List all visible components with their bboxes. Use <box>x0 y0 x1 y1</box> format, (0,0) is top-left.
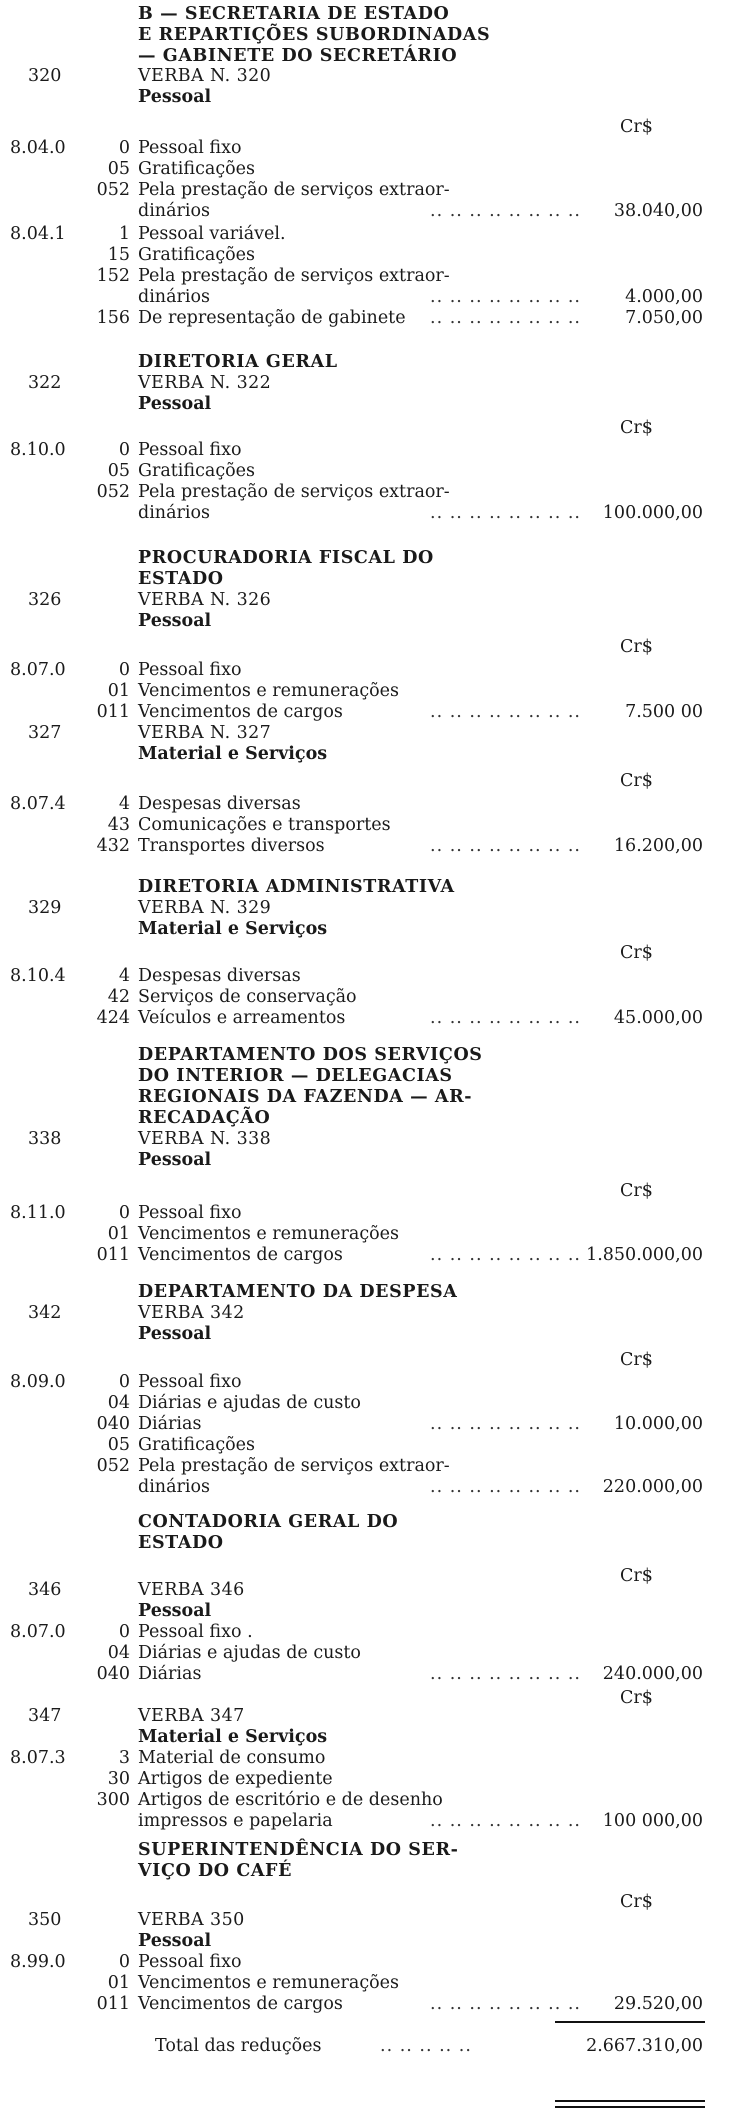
table-row <box>0 1245 735 1266</box>
amount-value: 220.000,00 <box>602 1477 703 1497</box>
item-description: Pessoal fixo <box>138 1952 242 1972</box>
table-row <box>0 266 735 287</box>
document-line <box>0 569 735 590</box>
document-line <box>0 611 735 632</box>
item-description: Artigos de escritório e de desenho <box>138 1790 443 1810</box>
section-heading: DEPARTAMENTO DA DESPESA <box>138 1282 458 1302</box>
item-number: 0 <box>118 1203 130 1223</box>
item-description: Veículos e arreamentos <box>138 1008 346 1028</box>
item-number: 0 <box>118 138 130 158</box>
verba-code: 322 <box>28 373 62 393</box>
amount-value: 240.000,00 <box>602 1664 703 1684</box>
item-description: Pessoal fixo . <box>138 1622 253 1642</box>
document-line <box>0 87 735 108</box>
document-line <box>0 590 735 611</box>
document-line <box>0 46 735 67</box>
item-number: 040 <box>96 1414 130 1434</box>
currency-label: Cr$ <box>620 637 653 657</box>
document-line <box>0 117 735 138</box>
item-number: 04 <box>107 1393 130 1413</box>
table-row <box>0 681 735 702</box>
document-line <box>0 1931 735 1952</box>
verba-kind: Material e Serviços <box>138 744 328 764</box>
section-heading: REGIONAIS DA FAZENDA — AR- <box>138 1087 473 1107</box>
document-line <box>0 877 735 898</box>
leader-dots: .. .. .. .. .. .. .. .. <box>430 1664 581 1684</box>
table-row <box>0 308 735 329</box>
item-description: Vencimentos de cargos <box>138 1245 343 1265</box>
account-code: 8.09.0 <box>10 1372 66 1392</box>
table-row <box>0 180 735 201</box>
item-description: Vencimentos e remunerações <box>138 681 399 701</box>
total-label: Total das reduções <box>155 2036 322 2056</box>
table-row <box>0 138 735 159</box>
item-number: 424 <box>96 1008 130 1028</box>
table-row <box>0 1456 735 1477</box>
document-line <box>0 943 735 964</box>
amount-value: 38.040,00 <box>613 201 703 221</box>
table-row <box>0 1008 735 1029</box>
document-line <box>0 1303 735 1324</box>
leader-dots: .. .. .. .. .. .. .. .. <box>430 503 581 523</box>
document-line <box>0 1601 735 1622</box>
item-number: 011 <box>96 1245 130 1265</box>
item-number: 01 <box>107 1973 130 1993</box>
amount-value: 4.000,00 <box>625 287 703 307</box>
table-row <box>0 815 735 836</box>
item-description: impressos e papelaria <box>138 1811 333 1831</box>
item-description: Comunicações e transportes <box>138 815 391 835</box>
document-line <box>0 418 735 439</box>
leader-dots: .. .. .. .. .. .. .. .. <box>430 308 581 328</box>
item-description: De representação de gabinete <box>138 308 406 328</box>
verba-code: 338 <box>28 1129 62 1149</box>
item-number: 1 <box>118 224 130 244</box>
table-row <box>0 1952 735 1973</box>
amount-value: 1.850.000,00 <box>586 1245 703 1265</box>
verba-code: 320 <box>28 66 62 86</box>
document-line <box>0 1129 735 1150</box>
item-number: 01 <box>107 1224 130 1244</box>
table-row <box>0 1748 735 1769</box>
leader-dots: .. .. .. .. .. .. .. .. <box>430 1414 581 1434</box>
item-description: Pessoal fixo <box>138 1203 242 1223</box>
document-line <box>0 1706 735 1727</box>
section-heading: PROCURADORIA FISCAL DO <box>138 548 434 568</box>
document-line <box>0 1282 735 1303</box>
amount-value: 29.520,00 <box>613 1994 703 2014</box>
section-heading: SUPERINTENDÊNCIA DO SER- <box>138 1840 459 1860</box>
table-row <box>0 1393 735 1414</box>
verba-kind: Pessoal <box>138 394 212 414</box>
item-description: dinários <box>138 201 210 221</box>
item-description: Vencimentos e remunerações <box>138 1224 399 1244</box>
item-description: Gratificações <box>138 461 255 481</box>
amount-value: 7.500 00 <box>625 702 703 722</box>
table-row <box>0 1994 735 2015</box>
item-number: 011 <box>96 702 130 722</box>
document-line <box>0 723 735 744</box>
section-heading: E REPARTIÇÕES SUBORDINADAS <box>138 25 491 45</box>
item-number: 4 <box>118 966 130 986</box>
document-line <box>0 1087 735 1108</box>
verba-title: VERBA 346 <box>138 1580 245 1600</box>
document-line <box>0 1840 735 1861</box>
item-description: Pessoal variável. <box>138 224 286 244</box>
total-rule-bottom <box>555 2106 705 2108</box>
table-row <box>0 201 735 222</box>
table-row <box>0 245 735 266</box>
item-number: 040 <box>96 1664 130 1684</box>
section-heading: RECADAÇÃO <box>138 1108 271 1128</box>
item-number: 0 <box>118 660 130 680</box>
section-heading: ESTADO <box>138 1533 224 1553</box>
amount-value: 16.200,00 <box>613 836 703 856</box>
item-description: Vencimentos de cargos <box>138 702 343 722</box>
item-number: 05 <box>107 461 130 481</box>
item-number: 052 <box>96 1456 130 1476</box>
document-line <box>0 919 735 940</box>
table-row <box>0 1414 735 1435</box>
item-description: Pela prestação de serviços extraor- <box>138 482 450 502</box>
account-code: 8.07.0 <box>10 1622 66 1642</box>
verba-kind: Material e Serviços <box>138 919 328 939</box>
table-row <box>0 1477 735 1498</box>
leader-dots: .. .. .. .. .. .. .. .. <box>430 1245 581 1265</box>
section-heading: — GABINETE DO SECRETÁRIO <box>138 46 458 66</box>
table-row <box>0 1769 735 1790</box>
item-description: Gratificações <box>138 159 255 179</box>
table-row <box>0 1973 735 1994</box>
account-code: 8.07.4 <box>10 794 66 814</box>
item-description: Pessoal fixo <box>138 138 242 158</box>
document-line <box>0 1727 735 1748</box>
table-row <box>0 159 735 180</box>
item-description: dinários <box>138 287 210 307</box>
section-heading: DEPARTAMENTO DOS SERVIÇOS <box>138 1045 483 1065</box>
document-line <box>0 373 735 394</box>
section-heading: DO INTERIOR — DELEGACIAS <box>138 1066 453 1086</box>
verba-kind: Pessoal <box>138 1601 212 1621</box>
total-rule-top <box>555 2021 705 2023</box>
item-description: Diárias e ajudas de custo <box>138 1643 361 1663</box>
total-rule-bottom <box>555 2100 705 2102</box>
item-number: 04 <box>107 1643 130 1663</box>
section-heading: VIÇO DO CAFÉ <box>138 1861 293 1881</box>
document-line <box>0 548 735 569</box>
leader-dots: .. .. .. .. .. <box>380 2036 472 2056</box>
item-number: 011 <box>96 1994 130 2014</box>
document-line <box>0 744 735 765</box>
document-line <box>0 1512 735 1533</box>
total-amount: 2.667.310,00 <box>586 2036 703 2056</box>
document-line <box>0 25 735 46</box>
account-code: 8.04.0 <box>10 138 66 158</box>
item-number: 0 <box>118 1372 130 1392</box>
table-row <box>0 503 735 524</box>
item-number: 052 <box>96 180 130 200</box>
verba-title: VERBA N. 338 <box>138 1129 272 1149</box>
item-description: Artigos de expediente <box>138 1769 333 1789</box>
verba-code: 327 <box>28 723 62 743</box>
item-description: Gratificações <box>138 1435 255 1455</box>
currency-label: Cr$ <box>620 1688 653 1708</box>
account-code: 8.10.0 <box>10 440 66 460</box>
document-line <box>0 1533 735 1554</box>
item-description: dinários <box>138 503 210 523</box>
item-description: Vencimentos de cargos <box>138 1994 343 2014</box>
account-code: 8.07.0 <box>10 660 66 680</box>
verba-title: VERBA N. 327 <box>138 723 272 743</box>
section-heading: CONTADORIA GERAL DO <box>138 1512 399 1532</box>
table-row <box>0 660 735 681</box>
section-heading: DIRETORIA ADMINISTRATIVA <box>138 877 455 897</box>
item-description: Diárias <box>138 1414 202 1434</box>
verba-kind: Pessoal <box>138 1324 212 1344</box>
item-description: Despesas diversas <box>138 966 301 986</box>
section-heading: B — SECRETARIA DE ESTADO <box>138 4 450 24</box>
section-heading: DIRETORIA GERAL <box>138 352 338 372</box>
verba-kind: Pessoal <box>138 87 212 107</box>
account-code: 8.04.1 <box>10 224 66 244</box>
item-number: 4 <box>118 794 130 814</box>
table-row <box>0 440 735 461</box>
item-description: Pessoal fixo <box>138 660 242 680</box>
item-number: 152 <box>96 266 130 286</box>
table-row <box>0 1622 735 1643</box>
document-line <box>0 394 735 415</box>
document-line <box>0 1045 735 1066</box>
item-number: 432 <box>96 836 130 856</box>
item-number: 052 <box>96 482 130 502</box>
account-code: 8.11.0 <box>10 1203 66 1223</box>
item-description: Diárias <box>138 1664 202 1684</box>
item-number: 05 <box>107 159 130 179</box>
document-line <box>0 1181 735 1202</box>
total-row <box>0 2036 735 2057</box>
verba-code: 326 <box>28 590 62 610</box>
verba-title: VERBA 342 <box>138 1303 245 1323</box>
document-line <box>0 352 735 373</box>
item-description: Pessoal fixo <box>138 1372 242 1392</box>
item-number: 15 <box>107 245 130 265</box>
document-line <box>0 1350 735 1371</box>
table-row <box>0 987 735 1008</box>
item-description: Despesas diversas <box>138 794 301 814</box>
document-line <box>0 1324 735 1345</box>
amount-value: 100.000,00 <box>602 503 703 523</box>
leader-dots: .. .. .. .. .. .. .. .. <box>430 1477 581 1497</box>
item-number: 3 <box>118 1748 130 1768</box>
item-number: 0 <box>118 1952 130 1972</box>
item-number: 300 <box>96 1790 130 1810</box>
table-row <box>0 1643 735 1664</box>
currency-label: Cr$ <box>620 1181 653 1201</box>
currency-label: Cr$ <box>620 1892 653 1912</box>
document-line <box>0 637 735 658</box>
account-code: 8.10.4 <box>10 966 66 986</box>
document-line <box>0 1910 735 1931</box>
account-code: 8.99.0 <box>10 1952 66 1972</box>
leader-dots: .. .. .. .. .. .. .. .. <box>430 1811 581 1831</box>
verba-title: VERBA 347 <box>138 1706 245 1726</box>
item-number: 0 <box>118 440 130 460</box>
item-description: Diárias e ajudas de custo <box>138 1393 361 1413</box>
item-description: Material de consumo <box>138 1748 326 1768</box>
item-description: Gratificações <box>138 245 255 265</box>
verba-kind: Pessoal <box>138 1931 212 1951</box>
table-row <box>0 794 735 815</box>
item-description: Pela prestação de serviços extraor- <box>138 180 450 200</box>
table-row <box>0 287 735 308</box>
verba-title: VERBA N. 326 <box>138 590 272 610</box>
verba-code: 329 <box>28 898 62 918</box>
item-number: 30 <box>107 1769 130 1789</box>
currency-label: Cr$ <box>620 117 653 137</box>
verba-title: VERBA N. 320 <box>138 66 272 86</box>
leader-dots: .. .. .. .. .. .. .. .. <box>430 702 581 722</box>
table-row <box>0 1372 735 1393</box>
item-description: Serviços de conservação <box>138 987 357 1007</box>
table-row <box>0 836 735 857</box>
item-number: 05 <box>107 1435 130 1455</box>
document-line <box>0 898 735 919</box>
verba-kind: Pessoal <box>138 1150 212 1170</box>
table-row <box>0 1790 735 1811</box>
item-number: 43 <box>107 815 130 835</box>
table-row <box>0 1224 735 1245</box>
item-description: Transportes diversos <box>138 836 325 856</box>
leader-dots: .. .. .. .. .. .. .. .. <box>430 1008 581 1028</box>
item-number: 156 <box>96 308 130 328</box>
table-row <box>0 1811 735 1832</box>
account-code: 8.07.3 <box>10 1748 66 1768</box>
verba-kind: Pessoal <box>138 611 212 631</box>
table-row <box>0 1435 735 1456</box>
table-row <box>0 224 735 245</box>
verba-code: 350 <box>28 1910 62 1930</box>
amount-value: 100 000,00 <box>602 1811 703 1831</box>
document-line <box>0 1150 735 1171</box>
currency-label: Cr$ <box>620 418 653 438</box>
verba-code: 347 <box>28 1706 62 1726</box>
document-line <box>0 771 735 792</box>
item-description: Vencimentos e remunerações <box>138 1973 399 1993</box>
leader-dots: .. .. .. .. .. .. .. .. <box>430 287 581 307</box>
item-description: Pessoal fixo <box>138 440 242 460</box>
table-row <box>0 461 735 482</box>
document-line <box>0 1066 735 1087</box>
verba-code: 342 <box>28 1303 62 1323</box>
amount-value: 45.000,00 <box>613 1008 703 1028</box>
table-row <box>0 1203 735 1224</box>
item-description: Pela prestação de serviços extraor- <box>138 266 450 286</box>
currency-label: Cr$ <box>620 771 653 791</box>
section-heading: ESTADO <box>138 569 224 589</box>
currency-label: Cr$ <box>620 1566 653 1586</box>
leader-dots: .. .. .. .. .. .. .. .. <box>430 836 581 856</box>
verba-code: 346 <box>28 1580 62 1600</box>
document-line <box>0 1108 735 1129</box>
item-description: dinários <box>138 1477 210 1497</box>
item-number: 0 <box>118 1622 130 1642</box>
document-line <box>0 1580 735 1601</box>
document-line <box>0 1861 735 1882</box>
leader-dots: .. .. .. .. .. .. .. .. <box>430 1994 581 2014</box>
verba-title: VERBA N. 329 <box>138 898 272 918</box>
verba-kind: Material e Serviços <box>138 1727 328 1747</box>
currency-label: Cr$ <box>620 943 653 963</box>
currency-label: Cr$ <box>620 1350 653 1370</box>
leader-dots: .. .. .. .. .. .. .. .. <box>430 201 581 221</box>
verba-title: VERBA 350 <box>138 1910 245 1930</box>
table-row <box>0 1664 735 1685</box>
table-row <box>0 966 735 987</box>
document-line <box>0 4 735 25</box>
item-number: 01 <box>107 681 130 701</box>
table-row <box>0 482 735 503</box>
table-row <box>0 702 735 723</box>
verba-title: VERBA N. 322 <box>138 373 272 393</box>
amount-value: 7.050,00 <box>625 308 703 328</box>
document-line <box>0 66 735 87</box>
amount-value: 10.000,00 <box>613 1414 703 1434</box>
item-number: 42 <box>107 987 130 1007</box>
item-description: Pela prestação de serviços extraor- <box>138 1456 450 1476</box>
